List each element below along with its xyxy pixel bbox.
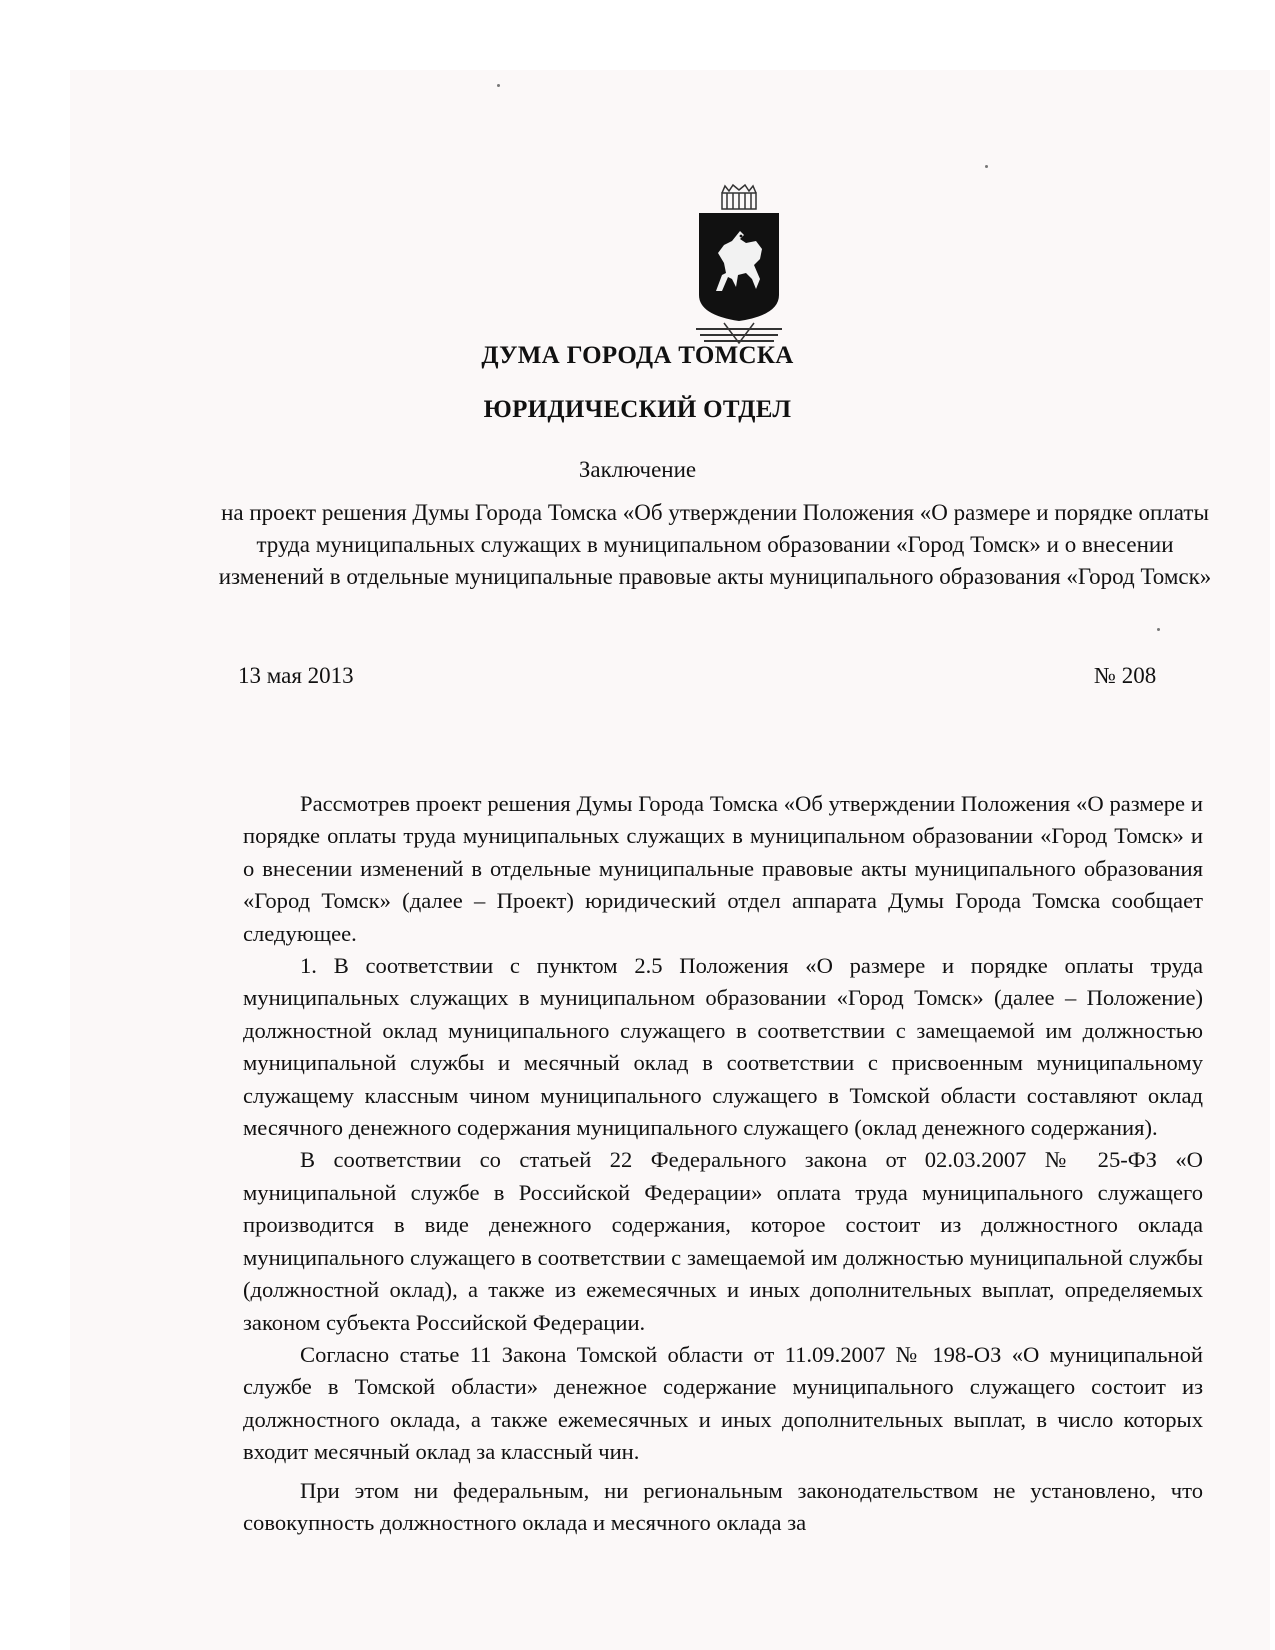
document-number: № 208 (1094, 663, 1157, 688)
paragraph: При этом ни федеральным, ни региональным законодательством не установлено, что совокупность должностного оклада и месячного оклада за (243, 1477, 1203, 1535)
tomsk-coat-of-arms-emblem (694, 183, 784, 355)
duma-heading: ДУМА ГОРОДА ТОМСКА (481, 342, 794, 369)
scan-speck (985, 165, 988, 168)
paragraph: В соответствии со статьей 22 Федерального закона от 02.03.2007 № 25-ФЗ «О муниципальной службе в Российской Федерации» оплата труда муниципального служащего производится в виде денежного содержания, которое состоит из должностного оклада муниципального служащего в соответствии с замещаемой им должностью муниципальной службы (должностной оклад), а также из ежемесячных и иных дополнительных выплат, определяемых законом субъекта Российской Федерации. (243, 1147, 1203, 1335)
department-heading: ЮРИДИЧЕСКИЙ ОТДЕЛ (483, 396, 792, 423)
scan-speck (1157, 628, 1160, 631)
document-body (243, 788, 1203, 1539)
document-date: 13 мая 2013 (238, 663, 354, 688)
paragraph: Рассмотрев проект решения Думы Города Томска «Об утверждении Положения «О размере и порядке оплаты труда муниципальных служащих в муниципальном образовании «Город Томск» и о внесении изменений в отдельные муниципальные правовые акты муниципального образования «Город Томск» (далее – Проект) юридический отдел аппарата Думы Города Томска сообщает следующее. (243, 791, 1203, 946)
document-subject: на проект решения Думы Города Томска «Об утверждении Положения «О размере и порядке оплаты труда муниципальных служащих в муниципальном образовании «Город Томск» и о внесении изменений в отдельные муниципальные правовые акты муниципального образования «Город Томск» (218, 500, 1212, 589)
document-kind: Заключение (578, 457, 697, 482)
paragraph: Согласно статье 11 Закона Томской области от 11.09.2007 № 198-ОЗ «О муниципальной службе в Томской области» денежное содержание муниципального служащего состоит из должностного оклада, а также ежемесячных и иных дополнительных выплат, в число которых входит месячный оклад за классный чин. (243, 1341, 1203, 1465)
paragraph: 1. В соответствии с пунктом 2.5 Положения «О размере и порядке оплаты труда муниципальных служащих в муниципальном образовании «Город Томск» (далее – Положение) должностной оклад муниципального служащего в соответствии с замещаемой им должностью муниципальной службы и месячный оклад в соответствии с присвоенным муниципальному служащему классным чином муниципального служащего в Томской области составляют оклад месячного денежного содержания муниципального служащего (оклад денежного содержания). (243, 953, 1203, 1141)
scan-speck (497, 84, 500, 87)
